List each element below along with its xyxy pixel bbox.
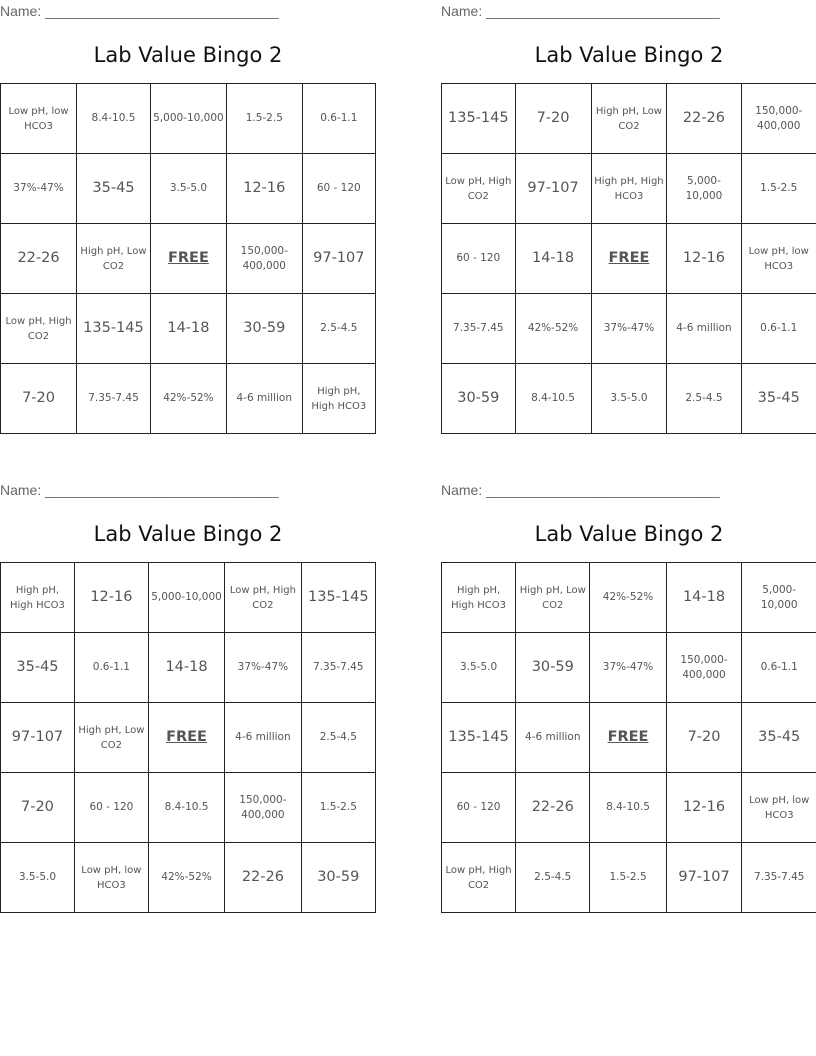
bingo-grid [0, 83, 376, 434]
bingo-cell[interactable]: 7.35-7.45 [77, 364, 151, 434]
bingo-cell[interactable]: 5,000-10,000 [667, 154, 741, 224]
bingo-row [442, 703, 816, 773]
bingo-cell[interactable]: 7.35-7.45 [301, 633, 375, 703]
bingo-cell[interactable]: 0.6-1.1 [302, 84, 375, 154]
bingo-cell[interactable]: 1.5-2.5 [741, 154, 816, 224]
bingo-cell[interactable]: 4-6 million [225, 703, 301, 773]
bingo-cell[interactable]: High pH, High HCO3 [591, 154, 667, 224]
bingo-cell[interactable]: 35-45 [1, 633, 75, 703]
bingo-cell[interactable]: 1.5-2.5 [301, 773, 375, 843]
bingo-row [1, 294, 376, 364]
bingo-cell[interactable]: 150,000-400,000 [226, 224, 302, 294]
bingo-cell[interactable]: 150,000-400,000 [225, 773, 301, 843]
bingo-cell[interactable]: 97-107 [666, 843, 742, 913]
bingo-cell[interactable]: 2.5-4.5 [667, 364, 741, 434]
bingo-cell[interactable]: 0.6-1.1 [74, 633, 148, 703]
bingo-cell[interactable]: 8.4-10.5 [590, 773, 666, 843]
bingo-cell[interactable]: 30-59 [516, 633, 590, 703]
name-field-line[interactable]: Name: ______________________________ [0, 3, 279, 19]
bingo-cell[interactable]: 12-16 [667, 224, 741, 294]
name-field-line[interactable]: Name: ______________________________ [0, 482, 279, 498]
bingo-cell[interactable]: High pH, High HCO3 [442, 563, 516, 633]
bingo-cell[interactable]: 22-26 [667, 84, 741, 154]
card-title: Lab Value Bingo 2 [93, 43, 283, 67]
bingo-cell[interactable]: 60 - 120 [74, 773, 148, 843]
bingo-cell[interactable]: 14-18 [148, 633, 224, 703]
bingo-cell[interactable]: 14-18 [150, 294, 226, 364]
bingo-cell[interactable]: 5,000-10,000 [148, 563, 224, 633]
card-title: Lab Value Bingo 2 [93, 522, 283, 546]
bingo-cell[interactable]: 135-145 [301, 563, 375, 633]
bingo-row [442, 224, 816, 294]
bingo-cell[interactable]: 0.6-1.1 [742, 633, 816, 703]
bingo-cell[interactable]: 37%-47% [591, 294, 667, 364]
bingo-cell[interactable]: 30-59 [301, 843, 375, 913]
bingo-cell[interactable]: 3.5-5.0 [442, 633, 516, 703]
bingo-cell[interactable]: 3.5-5.0 [150, 154, 226, 224]
name-field-line[interactable]: Name: ______________________________ [441, 482, 720, 498]
bingo-cell[interactable]: 135-145 [77, 294, 151, 364]
bingo-cell[interactable]: 4-6 million [516, 703, 590, 773]
bingo-cell[interactable]: High pH, Low CO2 [77, 224, 151, 294]
bingo-cell[interactable]: 60 - 120 [302, 154, 375, 224]
bingo-cell[interactable]: 4-6 million [226, 364, 302, 434]
bingo-cell[interactable]: Low pH, High CO2 [225, 563, 301, 633]
bingo-cell[interactable]: 1.5-2.5 [226, 84, 302, 154]
bingo-row [442, 154, 816, 224]
bingo-cell[interactable]: 5,000-10,000 [742, 563, 816, 633]
bingo-row [1, 364, 376, 434]
bingo-cell[interactable]: 22-26 [1, 224, 77, 294]
bingo-row [442, 364, 816, 434]
bingo-cell[interactable]: 7.35-7.45 [742, 843, 816, 913]
bingo-grid [0, 562, 376, 913]
bingo-cell[interactable]: 37%-47% [225, 633, 301, 703]
bingo-cell[interactable]: Low pH, High CO2 [442, 843, 516, 913]
bingo-cell[interactable]: High pH, Low CO2 [516, 563, 590, 633]
bingo-row [442, 563, 816, 633]
bingo-cell[interactable]: 3.5-5.0 [591, 364, 667, 434]
bingo-cell[interactable]: 7-20 [1, 773, 75, 843]
bingo-cell[interactable]: 8.4-10.5 [515, 364, 591, 434]
free-space-cell[interactable]: FREE [590, 703, 666, 773]
bingo-cell[interactable]: High pH, High HCO3 [302, 364, 375, 434]
card-title: Lab Value Bingo 2 [534, 43, 724, 67]
bingo-cell[interactable]: Low pH, low HCO3 [741, 224, 816, 294]
bingo-cell[interactable]: 30-59 [226, 294, 302, 364]
bingo-row [1, 703, 376, 773]
bingo-cell[interactable]: Low pH, low HCO3 [742, 773, 816, 843]
bingo-cell[interactable]: High pH, High HCO3 [1, 563, 75, 633]
bingo-grid [441, 83, 816, 434]
free-space-cell[interactable]: FREE [150, 224, 226, 294]
bingo-cell[interactable]: 42%-52% [150, 364, 226, 434]
bingo-row [1, 563, 376, 633]
bingo-cell[interactable]: High pH, Low CO2 [74, 703, 148, 773]
bingo-cell[interactable]: 97-107 [1, 703, 75, 773]
bingo-cell[interactable]: 8.4-10.5 [148, 773, 224, 843]
bingo-cell[interactable]: 60 - 120 [442, 224, 516, 294]
bingo-cell[interactable]: 42%-52% [590, 563, 666, 633]
bingo-cell[interactable]: 7-20 [1, 364, 77, 434]
bingo-cell[interactable]: 7-20 [515, 84, 591, 154]
bingo-row [442, 294, 816, 364]
bingo-cell[interactable]: 97-107 [515, 154, 591, 224]
bingo-cell[interactable]: 4-6 million [667, 294, 741, 364]
bingo-cell[interactable]: 60 - 120 [442, 773, 516, 843]
bingo-cell[interactable]: 150,000-400,000 [666, 633, 742, 703]
bingo-row [1, 773, 376, 843]
bingo-cell[interactable]: 37%-47% [590, 633, 666, 703]
bingo-cell[interactable]: 12-16 [74, 563, 148, 633]
bingo-cell[interactable]: 35-45 [742, 703, 816, 773]
bingo-cell[interactable]: 7.35-7.45 [442, 294, 516, 364]
bingo-cell[interactable]: 12-16 [666, 773, 742, 843]
bingo-cell[interactable]: Low pH, High CO2 [1, 294, 77, 364]
bingo-row [1, 224, 376, 294]
bingo-cell[interactable]: 22-26 [225, 843, 301, 913]
bingo-row [442, 84, 816, 154]
bingo-cell[interactable]: 35-45 [741, 364, 816, 434]
free-space-cell[interactable]: FREE [148, 703, 224, 773]
bingo-cell[interactable]: 14-18 [515, 224, 591, 294]
bingo-cell[interactable]: 37%-47% [1, 154, 77, 224]
bingo-grid [441, 562, 816, 913]
bingo-cell[interactable]: 3.5-5.0 [1, 843, 75, 913]
bingo-cell[interactable]: 7-20 [666, 703, 742, 773]
free-space-cell[interactable]: FREE [591, 224, 667, 294]
bingo-cell[interactable]: 35-45 [77, 154, 151, 224]
bingo-cell[interactable]: 2.5-4.5 [302, 294, 375, 364]
bingo-cell[interactable]: 5,000-10,000 [150, 84, 226, 154]
bingo-cell[interactable]: 1.5-2.5 [590, 843, 666, 913]
bingo-cell[interactable]: 135-145 [442, 84, 516, 154]
bingo-cell[interactable]: 97-107 [302, 224, 375, 294]
bingo-cell[interactable]: 22-26 [516, 773, 590, 843]
bingo-cell[interactable]: Low pH, High CO2 [442, 154, 516, 224]
bingo-row [1, 843, 376, 913]
bingo-cell[interactable]: 2.5-4.5 [301, 703, 375, 773]
bingo-cell[interactable]: Low pH, low HCO3 [74, 843, 148, 913]
bingo-cell[interactable]: 30-59 [442, 364, 516, 434]
bingo-cell[interactable]: Low pH, low HCO3 [1, 84, 77, 154]
bingo-row [1, 84, 376, 154]
bingo-row [442, 773, 816, 843]
bingo-row [442, 843, 816, 913]
bingo-cell[interactable]: 14-18 [666, 563, 742, 633]
bingo-cell[interactable]: High pH, Low CO2 [591, 84, 667, 154]
bingo-cell[interactable]: 8.4-10.5 [77, 84, 151, 154]
bingo-cell[interactable]: 12-16 [226, 154, 302, 224]
bingo-cell[interactable]: 0.6-1.1 [741, 294, 816, 364]
bingo-row [442, 633, 816, 703]
card-title: Lab Value Bingo 2 [534, 522, 724, 546]
bingo-cell[interactable]: 135-145 [442, 703, 516, 773]
bingo-cell[interactable]: 150,000-400,000 [741, 84, 816, 154]
bingo-row [1, 154, 376, 224]
bingo-row [1, 633, 376, 703]
bingo-cell[interactable]: 42%-52% [148, 843, 224, 913]
bingo-cell[interactable]: 42%-52% [515, 294, 591, 364]
name-field-line[interactable]: Name: ______________________________ [441, 3, 720, 19]
bingo-cell[interactable]: 2.5-4.5 [516, 843, 590, 913]
